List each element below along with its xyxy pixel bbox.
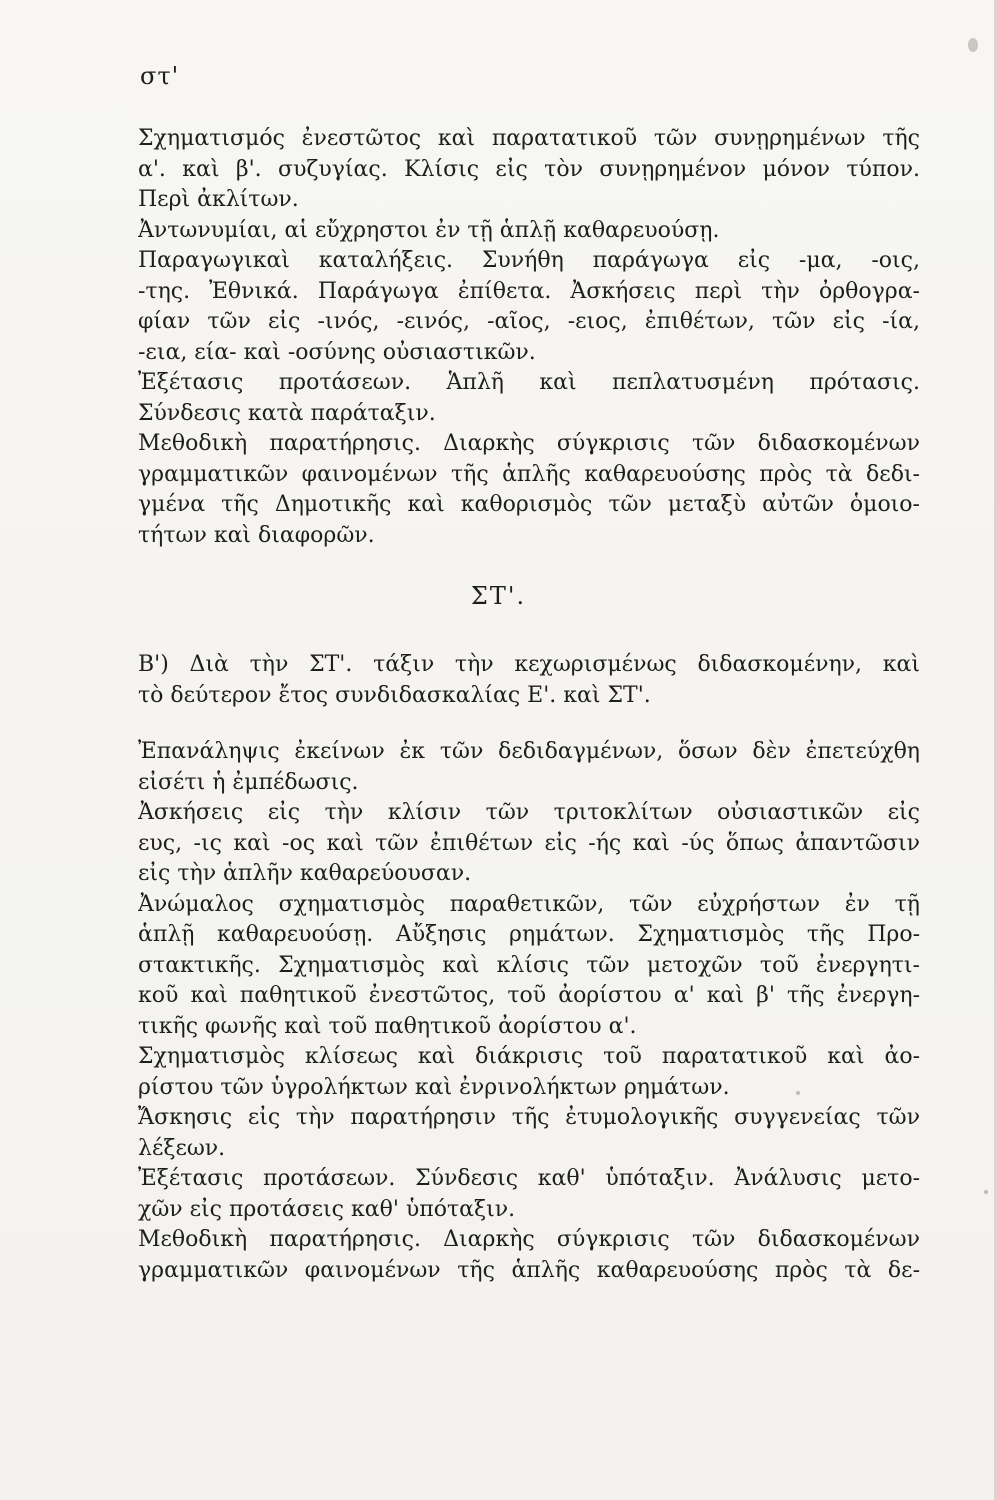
- text-line: Ἀνώμαλος σχηματισμὸς παραθετικῶν, τῶν εὐχρήστων ἐν τῇ: [138, 891, 920, 917]
- text-line: κοῦ καὶ παθητικοῦ ἐνεστῶτος, τοῦ ἀορίστου α' καὶ β' τῆς ἐνεργη-: [138, 983, 920, 1008]
- scan-speck: [796, 1091, 800, 1095]
- text-line: στακτικῆς. Σχηματισμὸς καὶ κλίσις τῶν μετοχῶν τοῦ ἐνεργητι-: [138, 952, 920, 978]
- text-line: Ἀσκήσεις εἰς τὴν κλίσιν τῶν τριτοκλίτων οὐσιαστικῶν εἰς: [138, 800, 920, 825]
- text-line: Σχηματισμὸς κλίσεως καὶ διάκρισις τοῦ παρατατικοῦ καὶ ἀο-: [138, 1044, 920, 1069]
- paragraph-block-2: [138, 650, 920, 711]
- text-line: Ἐπανάληψις ἐκείνων ἐκ τῶν δεδιδαγμένων, ὅσων δὲν ἐπετεύχθη: [138, 739, 920, 764]
- text-line: Μεθοδικὴ παρατήρησις. Διαρκὴς σύγκρισις τῶν διδασκομένων: [138, 431, 920, 456]
- text-line: ρίστου τῶν ὑγρολήκτων καὶ ἐνρινολήκτων ρημάτων.: [138, 1074, 730, 1100]
- page-number: στ': [140, 62, 180, 90]
- text-line: φίαν τῶν εἰς -ινός, -εινός, -αῖος, -ειος, ἐπιθέτων, τῶν εἰς -ία,: [138, 309, 920, 334]
- text-line: Ἐξέτασις προτάσεων. Σύνδεσις καθ' ὑπόταξιν. Ἀνάλυσις μετο-: [138, 1166, 920, 1191]
- scan-speck: [984, 1190, 988, 1194]
- section-heading: ΣΤ'.: [470, 582, 527, 610]
- text-line: Μεθοδικὴ παρατήρησις. Διαρκὴς σύγκρισις τῶν διδασκομένων: [138, 1227, 920, 1252]
- text-line: -εια, εία- καὶ -οσύνης οὐσιαστικῶν.: [138, 339, 536, 365]
- paragraph-block-1: [138, 124, 920, 551]
- text-line: χῶν εἰς προτάσεις καθ' ὑπόταξιν.: [138, 1196, 516, 1222]
- text-line: ευς, -ις καὶ -ος καὶ τῶν ἐπιθέτων εἰς -ής καὶ -ύς ὅπως ἀπαντῶσιν: [138, 830, 920, 856]
- scan-speck: [968, 38, 978, 52]
- text-line: τήτων καὶ διαφορῶν.: [138, 522, 375, 548]
- text-line: Περὶ ἀκλίτων.: [138, 187, 299, 212]
- text-line: Ἀντωνυμίαι, αἱ εὔχρηστοι ἐν τῇ ἁπλῇ καθαρευούσῃ.: [138, 217, 720, 243]
- text-line: γραμματικῶν φαινομένων τῆς ἁπλῆς καθαρευούσης πρὸς τὰ δεδι-: [138, 461, 920, 487]
- text-line: Β') Διὰ τὴν ΣΤ'. τάξιν τὴν κεχωρισμένως διδασκομένην, καὶ: [138, 652, 920, 677]
- text-line: τικῆς φωνῆς καὶ τοῦ παθητικοῦ ἀορίστου α'.: [138, 1013, 637, 1039]
- text-line: Ἄσκησις εἰς τὴν παρατήρησιν τῆς ἐτυμολογικῆς συγγενείας τῶν: [138, 1105, 920, 1130]
- text-line: Ἐξέτασις προτάσεων. Ἁπλῆ καὶ πεπλατυσμένη πρότασις.: [138, 370, 920, 395]
- text-line: εἰσέτι ἡ ἐμπέδωσις.: [138, 769, 359, 795]
- text-line: γραμματικῶν φαινομένων τῆς ἁπλῆς καθαρευούσης πρὸς τὰ δε-: [138, 1257, 920, 1283]
- text-line: τὸ δεύτερον ἔτος συνδιδασκαλίας Ε'. καὶ ΣΤ'.: [138, 682, 651, 708]
- text-line: Παραγωγικαὶ καταλήξεις. Συνήθη παράγωγα εἰς -μα, -οις,: [138, 248, 920, 273]
- text-line: Σύνδεσις κατὰ παράταξιν.: [138, 400, 436, 426]
- text-line: εἰς τὴν ἁπλῆν καθαρεύουσαν.: [138, 861, 472, 886]
- text-line: γμένα τῆς Δημοτικῆς καὶ καθορισμὸς τῶν μεταξὺ αὐτῶν ὁμοιο-: [138, 492, 920, 517]
- text-line: -της. Ἐθνικά. Παράγωγα ἐπίθετα. Ἀσκήσεις περὶ τὴν ὀρθογρα-: [138, 278, 920, 304]
- text-line: α'. καὶ β'. συζυγίας. Κλίσις εἰς τὸν συνῃρημένον μόνον τύπον.: [138, 156, 920, 182]
- text-line: λέξεων.: [138, 1135, 226, 1161]
- text-line: Σχηματισμός ἐνεστῶτος καὶ παρατατικοῦ τῶν συνῃρημένων τῆς: [138, 126, 920, 151]
- paragraph-block-3: [138, 737, 920, 1286]
- text-line: ἁπλῇ καθαρευούσῃ. Αὔξησις ρημάτων. Σχηματισμὸς τῆς Προ-: [138, 922, 920, 947]
